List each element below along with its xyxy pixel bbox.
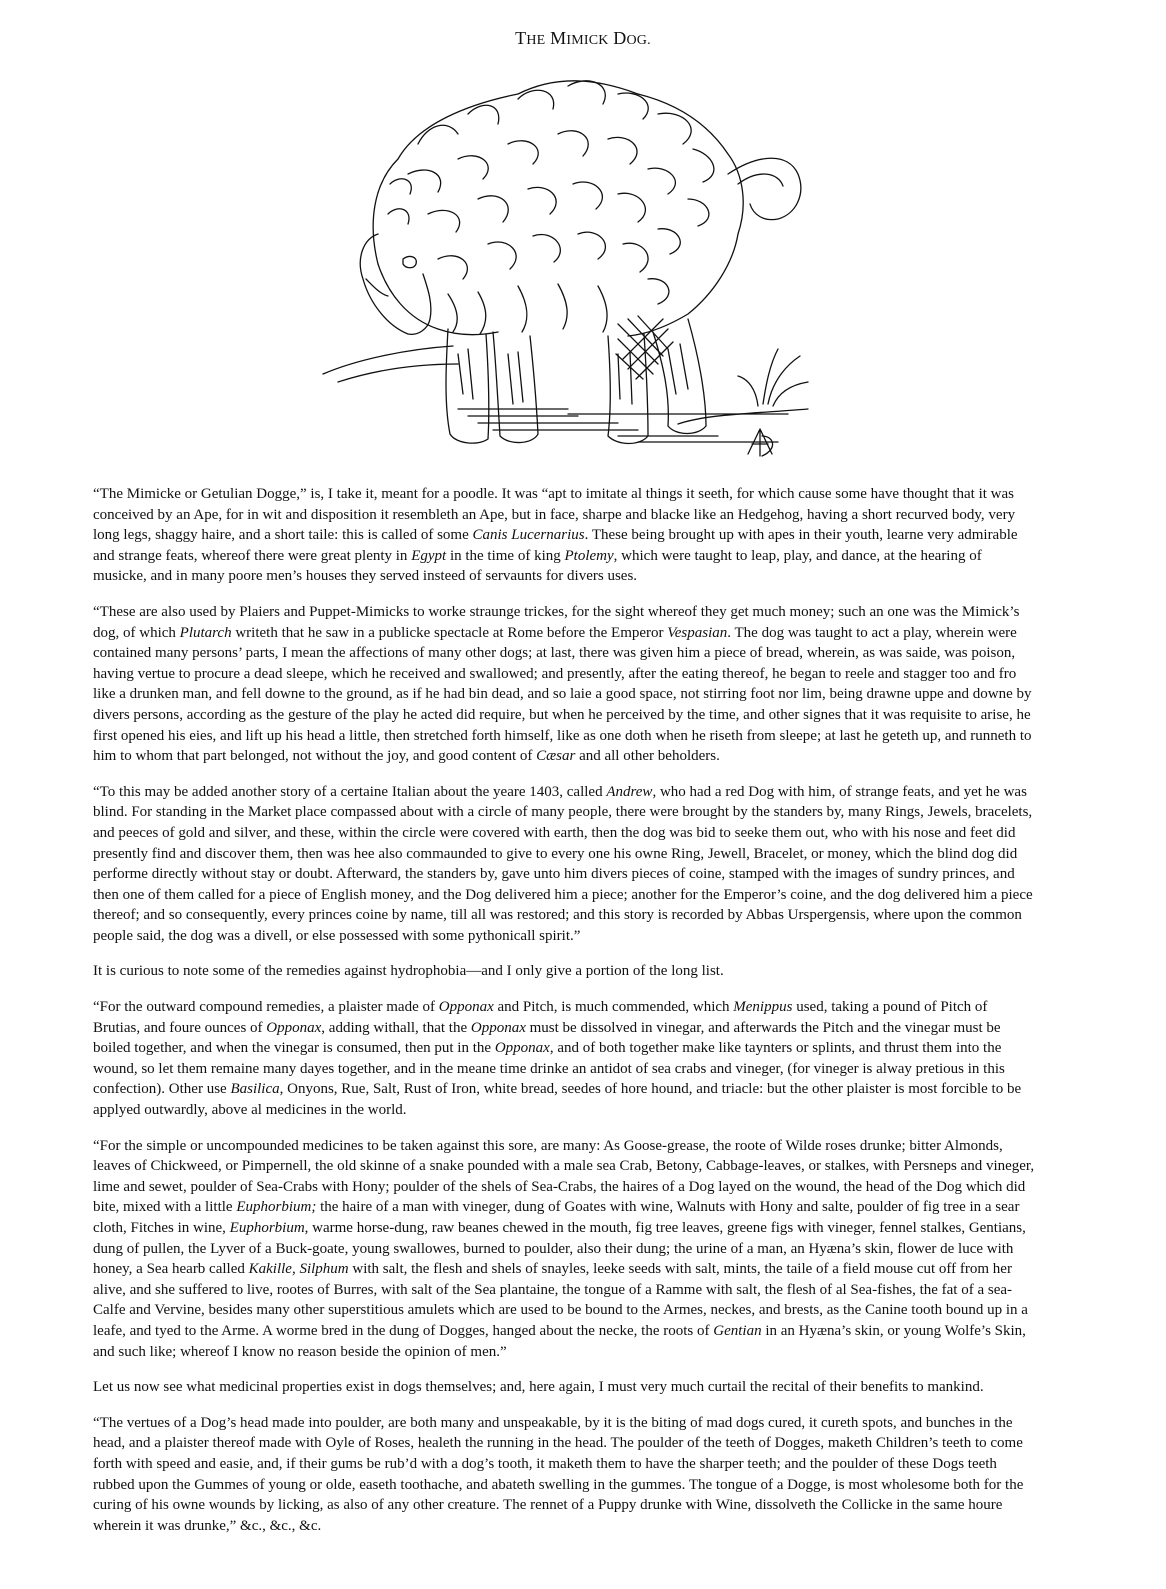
italic-term: Andrew	[606, 783, 653, 800]
text-run: , and of both together make like taynters or splints, and thrust them into the wound, so let them remaine many dayes together, and in the meane time drinke an antidot of sea crabs and vineger, (for vineger is alway pretious in this confection). Other use	[93, 1040, 1005, 1098]
paragraph-p3	[93, 782, 1038, 947]
paragraph-p2	[93, 602, 1038, 767]
text-run: “To this may be added another story of a certaine Italian about the yeare 1403, called	[93, 783, 607, 800]
text-run: and Pitch, is much commended, which	[493, 999, 734, 1016]
text-run: used, taking a pound of Pitch of Brutias, and foure ounces of	[93, 999, 988, 1036]
body-text	[93, 484, 1038, 1551]
text-run: “For the simple or uncompounded medicines to be taken against this sore, are many: As Goose-grease, the roote of Wilde roses drunke; bitter Almonds, leaves of Chickweed, or Pimpernell, the old skinne of a snake pounded with a male sea Crab, Betony, Cabbage-leaves, or stalkes, with Persneps and vineger, lime and sewet, poulder of Sea-Crabs with Hony; poulder of the shels of Sea-Crabs, the haires of a Dog layed on the wound, the head of the Dog which did bite, mixed with a little	[93, 1137, 1035, 1216]
italic-term: Kakille	[248, 1261, 292, 1278]
italic-term: Euphorbium;	[236, 1199, 317, 1216]
text-run: must be dissolved in vinegar, and afterwards the Pitch and the vinegar must be boiled together, and when the vinegar is consumed, then put in the	[93, 1019, 1001, 1057]
text-run: in an Hyæna’s skin, or young Wolfe’s Skin, and such like; whereof I know no reason beside the opinion of men.”	[93, 1322, 1026, 1360]
text-run: , adding withall, that the	[321, 1019, 471, 1036]
italic-term: Euphorbium	[229, 1220, 305, 1236]
paragraph-p6	[93, 1136, 1038, 1363]
text-run: It is curious to note some of the remedies against hydrophobia—and I only give a portion of the long list.	[93, 963, 724, 980]
text-run: . These being brought up with apes in their youth, learne very admirable and strange feats, whereof there were great plenty in	[93, 527, 1018, 564]
text-run: , warme horse-dung, raw beanes chewed in the mouth, fig tree leaves, greene figs with vineger, fennel stalkes, Gentians, dung of pullen, the Lyver of a Buck-goate, young swallowes, burned to poulder, also their dung; the urine of a man, an Hyæna’s skin, flower de luce with honey, a Sea hearb called	[93, 1220, 1026, 1278]
paragraph-p7	[93, 1377, 1038, 1398]
italic-term: Plutarch	[179, 624, 232, 641]
paragraph-p1	[93, 484, 1038, 587]
italic-term: Opponax	[266, 1019, 322, 1036]
italic-term: Egypt	[411, 547, 447, 564]
italic-term: Canis Lucernarius	[472, 527, 585, 544]
text-run: in the time of king	[446, 547, 565, 564]
text-run: “The vertues of a Dog’s head made into poulder, are both many and unspeakable, by it is the biting of mad dogs cured, it cureth spots, and bunches in the head, and a plaister thereof made with Oyle of Roses, healeth the running in the head. The poulder of the teeth of Dogges, maketh Children’s teeth to come forth with speed and easie, and, if their gums be rub’d with a dog’s tooth, it maketh them to have the sharper teeth; and the poulder of these Dogs teeth rubbed upon the Gummes of young or olde, easeth toothache, and abateth swelling in the gummes. The tongue of a Dogge, is most wholesome both for the curing of his owne wounds by licking, as also of any other creature. The rennet of a Puppy drunke with Wine, dissolveth the Collicke in the same houre wherein it was drunke,” &c., &c., &c.	[93, 1414, 1024, 1534]
text-run: writeth that he saw in a publicke spectacle at Rome before the Emperor	[231, 624, 668, 641]
italic-term: Opponax	[494, 1040, 550, 1057]
dog-illustration	[318, 64, 818, 464]
italic-term: Gentian	[713, 1322, 762, 1339]
text-run: , Onyons, Rue, Salt, Rust of Iron, white bread, seedes of hore hound, and triacle: but the other plaister is most forcible to be applyed outwardly, above al medicines in the world.	[93, 1081, 1022, 1119]
text-run: , who had a red Dog with him, of strange feats, and yet he was blind. For standing in the Market place compassed about with a circle of many people, there were brought by the standers by, many Rings, Jewels, bracelets, and peeces of gold and silver, and these, within the circle were covered with earth, then the dog was bid to seeke them out, who with his nose and feet did presently find and discover them, then was hee also commaunded to give to every one his owne Ring, Jewell, Bracelet, or money, which the blind dog did performe directly without stay or doubt. Afterward, the standers by, gave unto him divers pieces of coine, stamped with the images of sundry princes, and then one of them called for a piece of English money, and the Dog delivered him a piece; another for the Emperor’s coine, and the dog delivered him a piece thereof; and so consequently, every princes coine by name, till all was restored; and this story is recorded by Abbas Urspergensis, where upon the common people said, the dog was a divell, or else possessed with some pythonicall spirit.”	[93, 783, 1033, 944]
paragraph-p4	[93, 961, 1038, 982]
text-run: “For the outward compound remedies, a plaister made of	[93, 999, 439, 1016]
text-run: Let us now see what medicinal properties exist in dogs themselves; and, here again, I must very much curtail the recital of their benefits to mankind.	[93, 1379, 984, 1396]
italic-term: Vespasian	[667, 624, 728, 641]
italic-term: Menippus	[733, 999, 793, 1016]
text-run: with salt, the flesh and shels of snayles, leeke seeds with salt, mints, the taile of a field mouse cut off from her alive, and she suffered to live, rootes of Burres, with salt of the Sea plantaine, the tongue of a Ramme with salt, the flesh of al Sea-fishes, the fat of a sea-Calfe and Vervine, besides many other superstitious amulets which are used to be bound to the Armes, neckes, and brests, as the Canine tooth bound up in a leafe, and tyed to the Arme. A worme bred in the dung of Dogges, hanged about the necke, the roots of	[93, 1261, 1028, 1339]
italic-term: Ptolemy	[564, 547, 614, 564]
italic-term: Basilica	[230, 1081, 280, 1098]
text-run: the haire of a man with vineger, dung of Goates with wine, Walnuts with Hony and salte, poulder of fig tree in a sear cloth, Fitches in wine,	[93, 1199, 1020, 1236]
page-title: THE MIMICK DOG.	[515, 28, 651, 48]
italic-term: Cæsar	[536, 748, 576, 765]
paragraph-p5	[93, 997, 1038, 1121]
text-run: “The Mimicke or Getulian Dogge,” is, I take it, meant for a poodle. It was “apt to imitate al things it seeth, for which cause some have thought that it was conceived by an Ape, for in wit and disposition it resembleth an Ape, but in face, sharpe and blacke like an Hedgehog, having a short recurved body, very long legs, shaggy haire, and a short taile: this is called of some	[93, 486, 1016, 544]
text-run: “These are also used by Plaiers and Puppet-Mimicks to worke straunge trickes, for the sight whereof they get much money; such an one was the Mimick’s dog, of which	[93, 603, 1020, 641]
text-run: ,	[291, 1261, 300, 1278]
text-run: and all other beholders.	[575, 748, 720, 765]
text-run: , which were taught to leap, play, and dance, at the hearing of musicke, and in many poore men’s houses they served insteed of servaunts for divers uses.	[93, 547, 982, 585]
italic-term: Opponax	[470, 1019, 526, 1036]
italic-term: Silphum	[299, 1261, 349, 1278]
italic-term: Opponax	[438, 999, 494, 1016]
text-run: . The dog was taught to act a play, wherein were contained many persons’ parts, I mean the affections of many other dogs; at last, there was given him a piece of bread, wherein, as was saide, was poison, having vertue to procure a dead sleepe, which he received and swallowed; and presently, after the eating thereof, he began to reele and stagger too and fro like a drunken man, and fell downe to the ground, as if he had bin dead, and so laie a good space, not stirring foot nor lim, being drawne uppe and downe by divers persons, according as the gesture of the play he acted did require, but when he perceived by the time, and other signes that it was requisite to arise, he first opened his eies, and lift up his head a little, then stretched forth himself, like as one doth when he riseth from sleepe; at last he geteth up, and runneth to him to whom that part belonged, not without the joy, and good content of	[93, 624, 1032, 765]
paragraph-p8	[93, 1413, 1038, 1537]
